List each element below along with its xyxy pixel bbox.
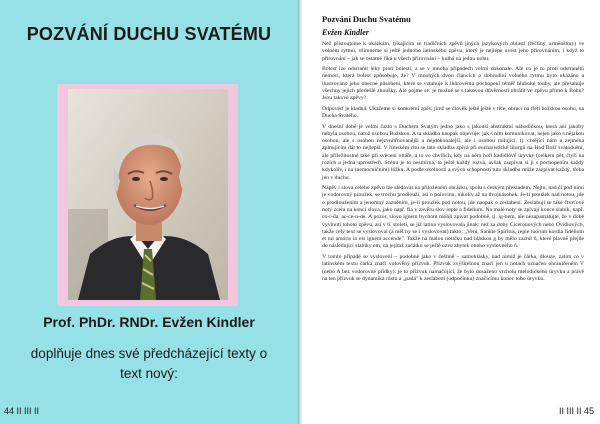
article-paragraph: V tomto případě se vyslovení – podobně jako v češtině – samohlásky, nad nimiž je čárka, dlouze, zatím co v latinském textu čárka značí volověný přízvuk. Přízvuk zvýšitelnou značí jen u notách označen ohraničeném V (nebo A bez vodorovné přídky): je to přízvuk namačující, že bylo dosaženo vrcholu melodického úryvku a právě na ten přízvuk se dynamika růstu a „padá" k zeslabení (odpočinku) značícímu konec toho úryvku. [322,253,584,282]
author-portrait [68,89,228,300]
article-paragraph: Odpověď je kladná. Ukážeme si konkrétní zpěv, jímž se člověk ještě ještě v těle, obrací na třetí božskou osobu, na Ducha Svatého. [322,105,584,120]
page-number-right: II III II 45 [558,406,594,416]
article-title: Pozvání Duchu Svatému [322,14,411,24]
author-caption: doplňuje dnes své předcházející texty o text nový: [30,346,268,381]
page-number-left: 44 II III II [4,406,40,416]
article-paragraph: Bolest lze odstranit léky proti bolesti, a se v mnoha případech velmi dokonale. Ale co je to proti odstranění nemoci, která bolest způsobuje, že? V mnohých dvou článcích o dobrodiní volného rytmu bylo ukázáno a ilustrováno jeho obecné působení, které se vztahuje k lhůtovému pochopení téměř hluboké touhy, ale přesahuje všechny jejich předešlé zkoušky. Ale pojme se: je možné se s takovou důvěrností obrátit ve zpěvu přímo k Bohu? Jsou takové zpěvy? [322,66,584,102]
article-author: Evžen Kindler [322,28,369,37]
left-page [0,0,298,424]
article-paragraph: Než přistoupíme k ukázkám, týkajícím se tradičních zpěvů jiných jazykových oblastí (řečtiny, arménštiny) ve volném rytmu, všimneme si ještě jednoho latinského zpěvu, který je nejlépe uvést jeho přirovnáním, i když to přirovnání – jak se ostatně říká u všech přirovnání – kulhá na jednu nohu. [322,41,584,62]
page-title: POZVÁNÍ DUCHU SVATÉMU [26,24,272,44]
article-paragraph: Nápěv i slova celého zpěvu lze sledovat na přiloženém obrázku, spolu s českým překladem. Nejtu, nad čí pod nimi je vodorovný proužek, se trochu prodlouží, asi o polovinu, nikoliv až na dvojnásobek. Je-li proužek nad notou, jde o prodloužením a jenomný zazněním, je-li proužek pod notou, jde naopak o zeslabení. Zeslabují se také čtvrťové noty zcela na konci slova, jako např. fia v závěru slov repte a fidelium. Na malé noty se zpívají konce slabik, např. co-r-da, ac-ce-n-de. A pozor, slovo ignem bychom mohli zpívat podobně, tj. ig-nem, ale nezapamatujte, že v době vyvinutí tohoto zpěvu, asi v 6. století, se již latina vyslovovala jinak: než za doby Ciceronových nebo Ovidiových, takže celý text se vyslovoval (a měl by se i vyslovovat) takto: „Veni, Sankte Spiritus, reple tuórum kordia fidélium et tui amóris in eis ignem accénde". Takže na malou notičku nad hláskou g by mělo zaznít ň, které plavně přejde do následující slabiky em, na jejímž začátku se ještě ozve zbytek onoho vyslovného ň. [322,185,584,250]
author-name: Prof. PhDr. RNDr. Evžen Kindler [43,314,255,330]
article-paragraph: V dnešní době je velmi často s Duchem Svatým jedno jako s jakousi abstraktní náhodičkou, která ani jakoby nebyla osobou, natož osobou Božskou. A ta skladba naopak objevuje: jak s ním komunikovat, nejen jako s nějakou osobou, ale s osobou nejzvnitřnovanější a nejdokonalejší, ale i osobou milující, tj. chtějící nám a zejména zplnujícím dát to nejlepší. V římském rítu se tato skladba zpívá při eucharistické liturgii na Hod Boží svatodušní, ale příležitostně také při svěcení oltáře, a to ve chvílích, kdy na něm hoří kadidlové úryvky (celkem pět, čtyři na rozích a jedna uprostřed). Scénu je to nesmírná, to ještě každý rozvá, avšak zazpívat si ji s pochopením každý kdykoliv, i na (nemocničním) lůžku. A podle okolností a svých schopností tuto skladbu může zazpívat každý, třeba jen v duchu. [322,123,584,181]
article-body [322,8,584,408]
